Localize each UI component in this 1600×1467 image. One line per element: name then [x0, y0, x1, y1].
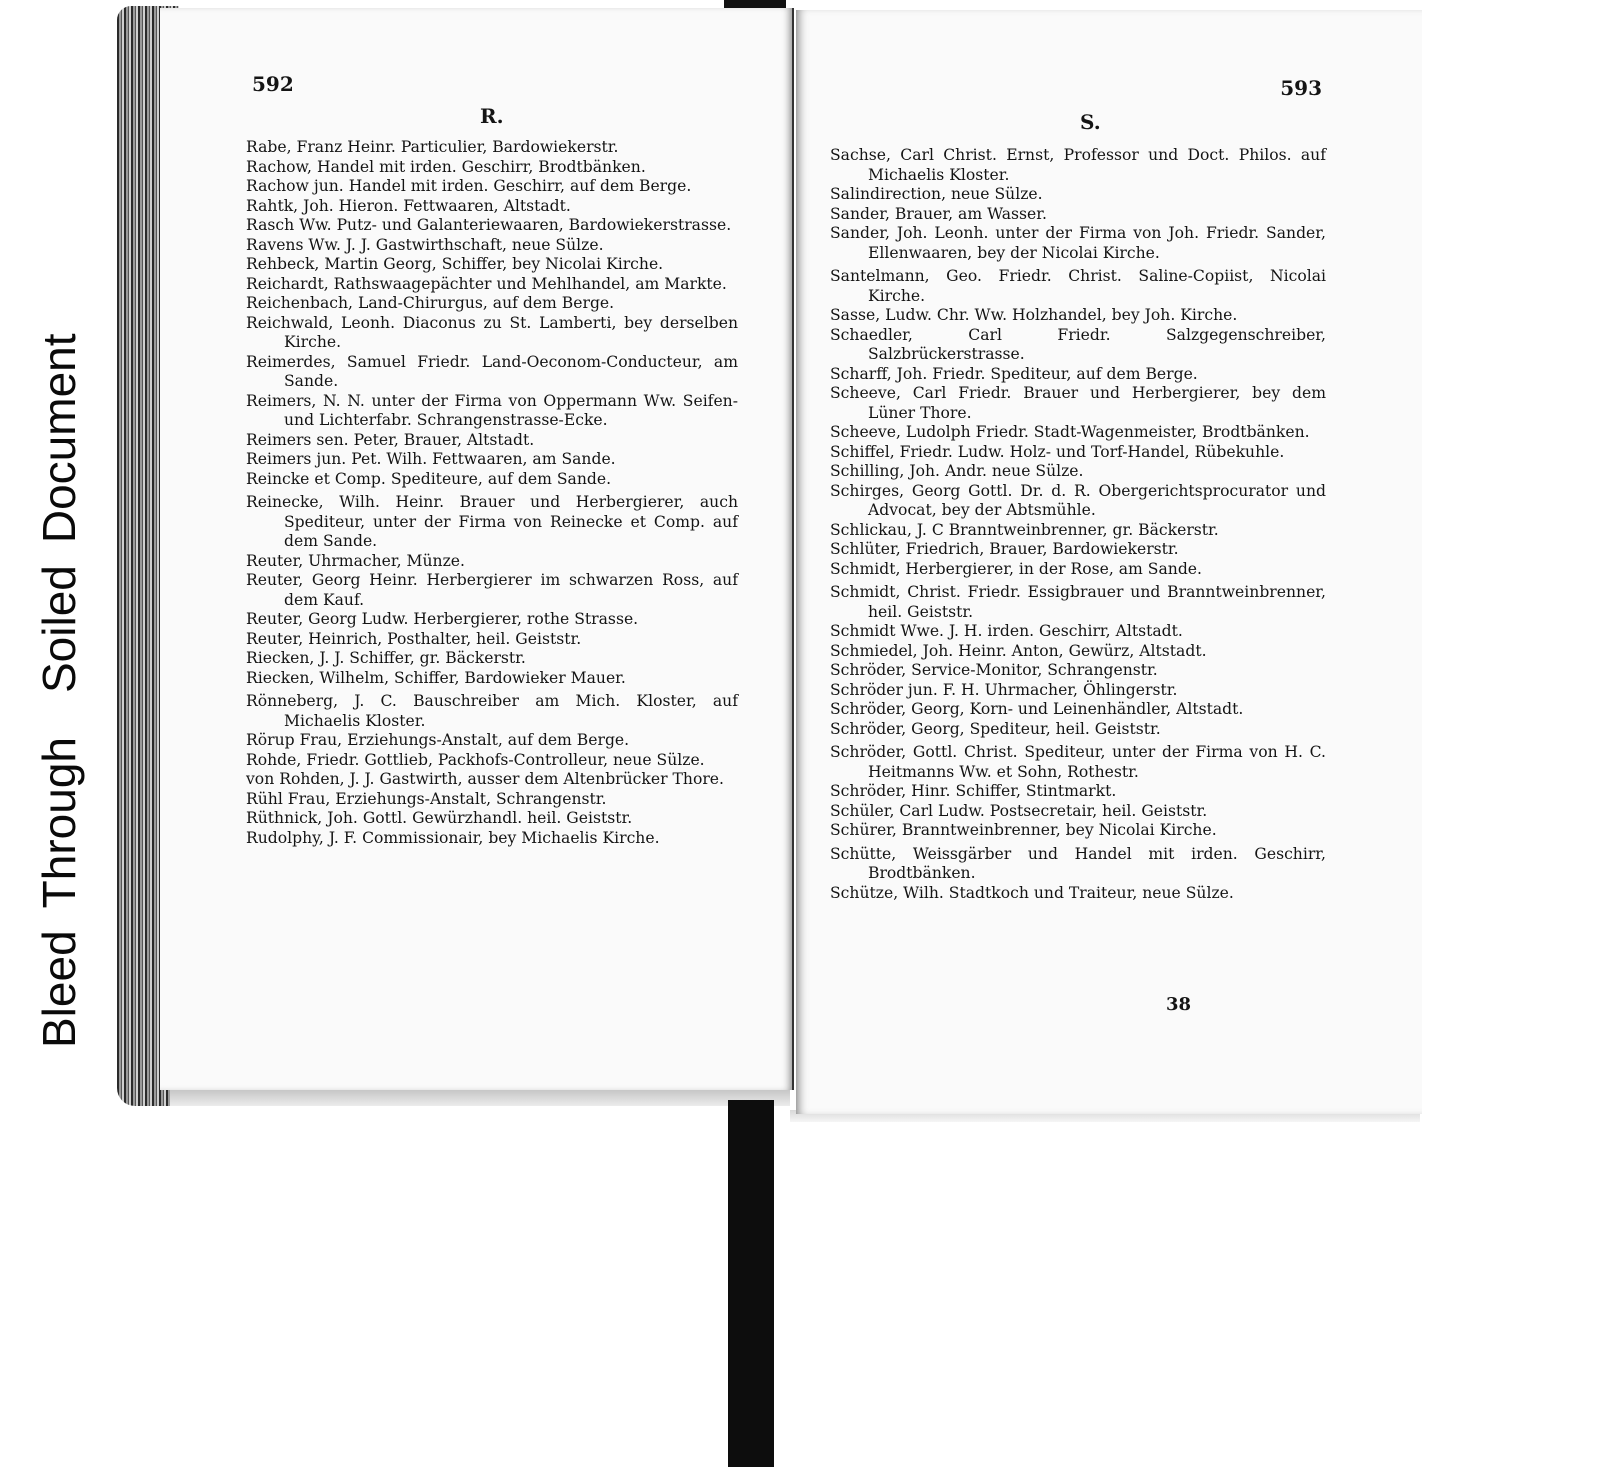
section-letter: S.	[1080, 110, 1101, 134]
directory-entry: Scheeve, Ludolph Friedr. Stadt-Wagenmeister, Brodtbänken.	[830, 423, 1310, 441]
directory-entries	[246, 138, 738, 848]
directory-entry: Schmidt, Christ. Friedr. Essigbrauer und Branntweinbrenner, heil. Geiststr.	[830, 583, 1326, 621]
label-word-bleed: Bleed	[33, 930, 85, 1048]
directory-entry: Rachow, Handel mit irden. Geschirr, Brodtbänken.	[246, 157, 646, 176]
section-letter: R.	[480, 104, 504, 128]
label-word-document: Document	[33, 333, 85, 544]
directory-entry: Schilling, Joh. Andr. neue Sülze.	[830, 462, 1084, 480]
directory-entry: Reichenbach, Land-Chirurgus, auf dem Berge.	[246, 294, 615, 312]
label-word-soiled: Soiled	[33, 565, 85, 693]
directory-entry: Rachow jun. Handel mit irden. Geschirr, auf dem Berge.	[246, 177, 692, 195]
directory-entry: Reimers, N. N. unter der Firma von Oppermann Ww. Seifen- und Lichterfabr. Schrangenstrasse-Ecke.	[246, 391, 738, 429]
directory-entry: Rönneberg, J. C. Bauschreiber am Mich. Kloster, auf Michaelis Kloster.	[246, 692, 738, 730]
watermark-label	[34, 48, 84, 1048]
directory-entry: Scharff, Joh. Friedr. Spediteur, auf dem Berge.	[830, 364, 1198, 383]
directory-entry: Schlüter, Friedrich, Brauer, Bardowiekerstr.	[830, 540, 1179, 558]
directory-entry: Schüler, Carl Ludw. Postsecretair, heil. Geiststr.	[830, 801, 1208, 820]
directory-entry: Reichwald, Leonh. Diaconus zu St. Lamberti, bey derselben Kirche.	[246, 313, 738, 351]
signature-mark: 38	[1166, 994, 1192, 1015]
directory-entry: Santelmann, Geo. Friedr. Christ. Saline-Copiist, Nicolai Kirche.	[830, 267, 1326, 305]
directory-entry: Scheeve, Carl Friedr. Brauer und Herbergierer, bey dem Lüner Thore.	[830, 384, 1326, 422]
directory-entry: Rasch Ww. Putz- und Galanteriewaaren, Bardowiekerstrasse.	[246, 216, 732, 234]
directory-entry: Rahtk, Joh. Hieron. Fettwaaren, Altstadt.	[246, 196, 571, 215]
directory-entry: Sasse, Ludw. Chr. Ww. Holzhandel, bey Joh. Kirche.	[830, 306, 1238, 324]
label-word-through: Through	[33, 737, 85, 909]
directory-entry: Rudolphy, J. F. Commissionair, bey Michaelis Kirche.	[246, 828, 660, 847]
directory-entry: Schirges, Georg Gottl. Dr. d. R. Obergerichtsprocurator und Advocat, bey der Abtsmühle.	[830, 481, 1326, 519]
directory-entries	[830, 146, 1326, 903]
directory-entry: Rüthnick, Joh. Gottl. Gewürzhandl. heil. Geiststr.	[246, 809, 633, 827]
directory-entry: Schmiedel, Joh. Heinr. Anton, Gewürz, Altstadt.	[830, 641, 1207, 660]
directory-entry: Schiffel, Friedr. Ludw. Holz- und Torf-Handel, Rübekuhle.	[830, 442, 1285, 461]
directory-entry: Rühl Frau, Erziehungs-Anstalt, Schrangenstr.	[246, 789, 607, 808]
directory-entry: von Rohden, J. J. Gastwirth, ausser dem Altenbrücker Thore.	[246, 770, 724, 788]
directory-entry: Sander, Joh. Leonh. unter der Firma von Joh. Friedr. Sander, Ellenwaaren, bey der Nicolai Kirche.	[830, 224, 1326, 262]
bookmark-ribbon	[728, 1100, 774, 1467]
directory-entry: Reuter, Heinrich, Posthalter, heil. Geiststr.	[246, 629, 582, 648]
directory-entry: Reuter, Uhrmacher, Münze.	[246, 551, 465, 570]
directory-entry: Rabe, Franz Heinr. Particulier, Bardowiekerstr.	[246, 138, 619, 156]
directory-entry: Reimerdes, Samuel Friedr. Land-Oeconom-Conducteur, am Sande.	[246, 352, 738, 390]
directory-entry: Sachse, Carl Christ. Ernst, Professor und Doct. Philos. auf Michaelis Kloster.	[830, 146, 1326, 184]
directory-entry: Reuter, Georg Ludw. Herbergierer, rothe Strasse.	[246, 610, 639, 628]
right-page	[796, 10, 1422, 1114]
directory-entry: Reimers jun. Pet. Wilh. Fettwaaren, am Sande.	[246, 450, 616, 468]
directory-entry: Schütte, Weissgärber und Handel mit irden. Geschirr, Brodtbänken.	[830, 844, 1326, 882]
page-number: 593	[1280, 76, 1322, 100]
directory-entry: Schröder, Gottl. Christ. Spediteur, unter der Firma von H. C. Heitmanns Ww. et Sohn, Rothestr.	[830, 743, 1326, 781]
directory-entry: Schröder jun. F. H. Uhrmacher, Öhlingerstr.	[830, 680, 1178, 699]
directory-entry: Sander, Brauer, am Wasser.	[830, 204, 1047, 223]
directory-entry: Riecken, Wilhelm, Schiffer, Bardowieker Mauer.	[246, 668, 626, 687]
directory-entry: Schaedler, Carl Friedr. Salzgegenschreiber, Salzbrückerstrasse.	[830, 325, 1326, 363]
directory-entry: Reichardt, Rathswaagepächter und Mehlhandel, am Markte.	[246, 274, 727, 293]
directory-entry: Schmidt Wwe. J. H. irden. Geschirr, Altstadt.	[830, 622, 1183, 640]
directory-entry: Reinecke, Wilh. Heinr. Brauer und Herbergierer, auch Spediteur, unter der Firma von Reinecke et Comp. auf dem Sande.	[246, 493, 738, 550]
directory-entry: Schröder, Georg, Korn- und Leinenhändler, Altstadt.	[830, 700, 1244, 718]
directory-entry: Reincke et Comp. Spediteure, auf dem Sande.	[246, 469, 612, 488]
directory-entry: Schröder, Service-Monitor, Schrangenstr.	[830, 661, 1158, 679]
directory-entry: Reimers sen. Peter, Brauer, Altstadt.	[246, 430, 535, 449]
directory-entry: Riecken, J. J. Schiffer, gr. Bäckerstr.	[246, 649, 526, 667]
directory-entry: Schürer, Branntweinbrenner, bey Nicolai Kirche.	[830, 821, 1217, 839]
directory-entry: Reuter, Georg Heinr. Herbergierer im schwarzen Ross, auf dem Kauf.	[246, 571, 738, 609]
directory-entry: Ravens Ww. J. J. Gastwirthschaft, neue Sülze.	[246, 235, 604, 254]
directory-entry: Schlickau, J. C Branntweinbrenner, gr. Bäckerstr.	[830, 520, 1219, 539]
directory-entry: Schröder, Georg, Spediteur, heil. Geiststr.	[830, 719, 1161, 738]
directory-entry: Rohde, Friedr. Gottlieb, Packhofs-Controlleur, neue Sülze.	[246, 750, 705, 769]
directory-entry: Rehbeck, Martin Georg, Schiffer, bey Nicolai Kirche.	[246, 255, 664, 273]
directory-entry: Schröder, Hinr. Schiffer, Stintmarkt.	[830, 782, 1117, 800]
directory-entry: Schmidt, Herbergierer, in der Rose, am Sande.	[830, 559, 1202, 578]
directory-entry: Salindirection, neue Sülze.	[830, 185, 1043, 203]
directory-entry: Rörup Frau, Erziehungs-Anstalt, auf dem Berge.	[246, 731, 630, 749]
page-number: 592	[252, 72, 294, 96]
directory-entry: Schütze, Wilh. Stadtkoch und Traiteur, neue Sülze.	[830, 883, 1234, 902]
left-page	[160, 8, 794, 1090]
